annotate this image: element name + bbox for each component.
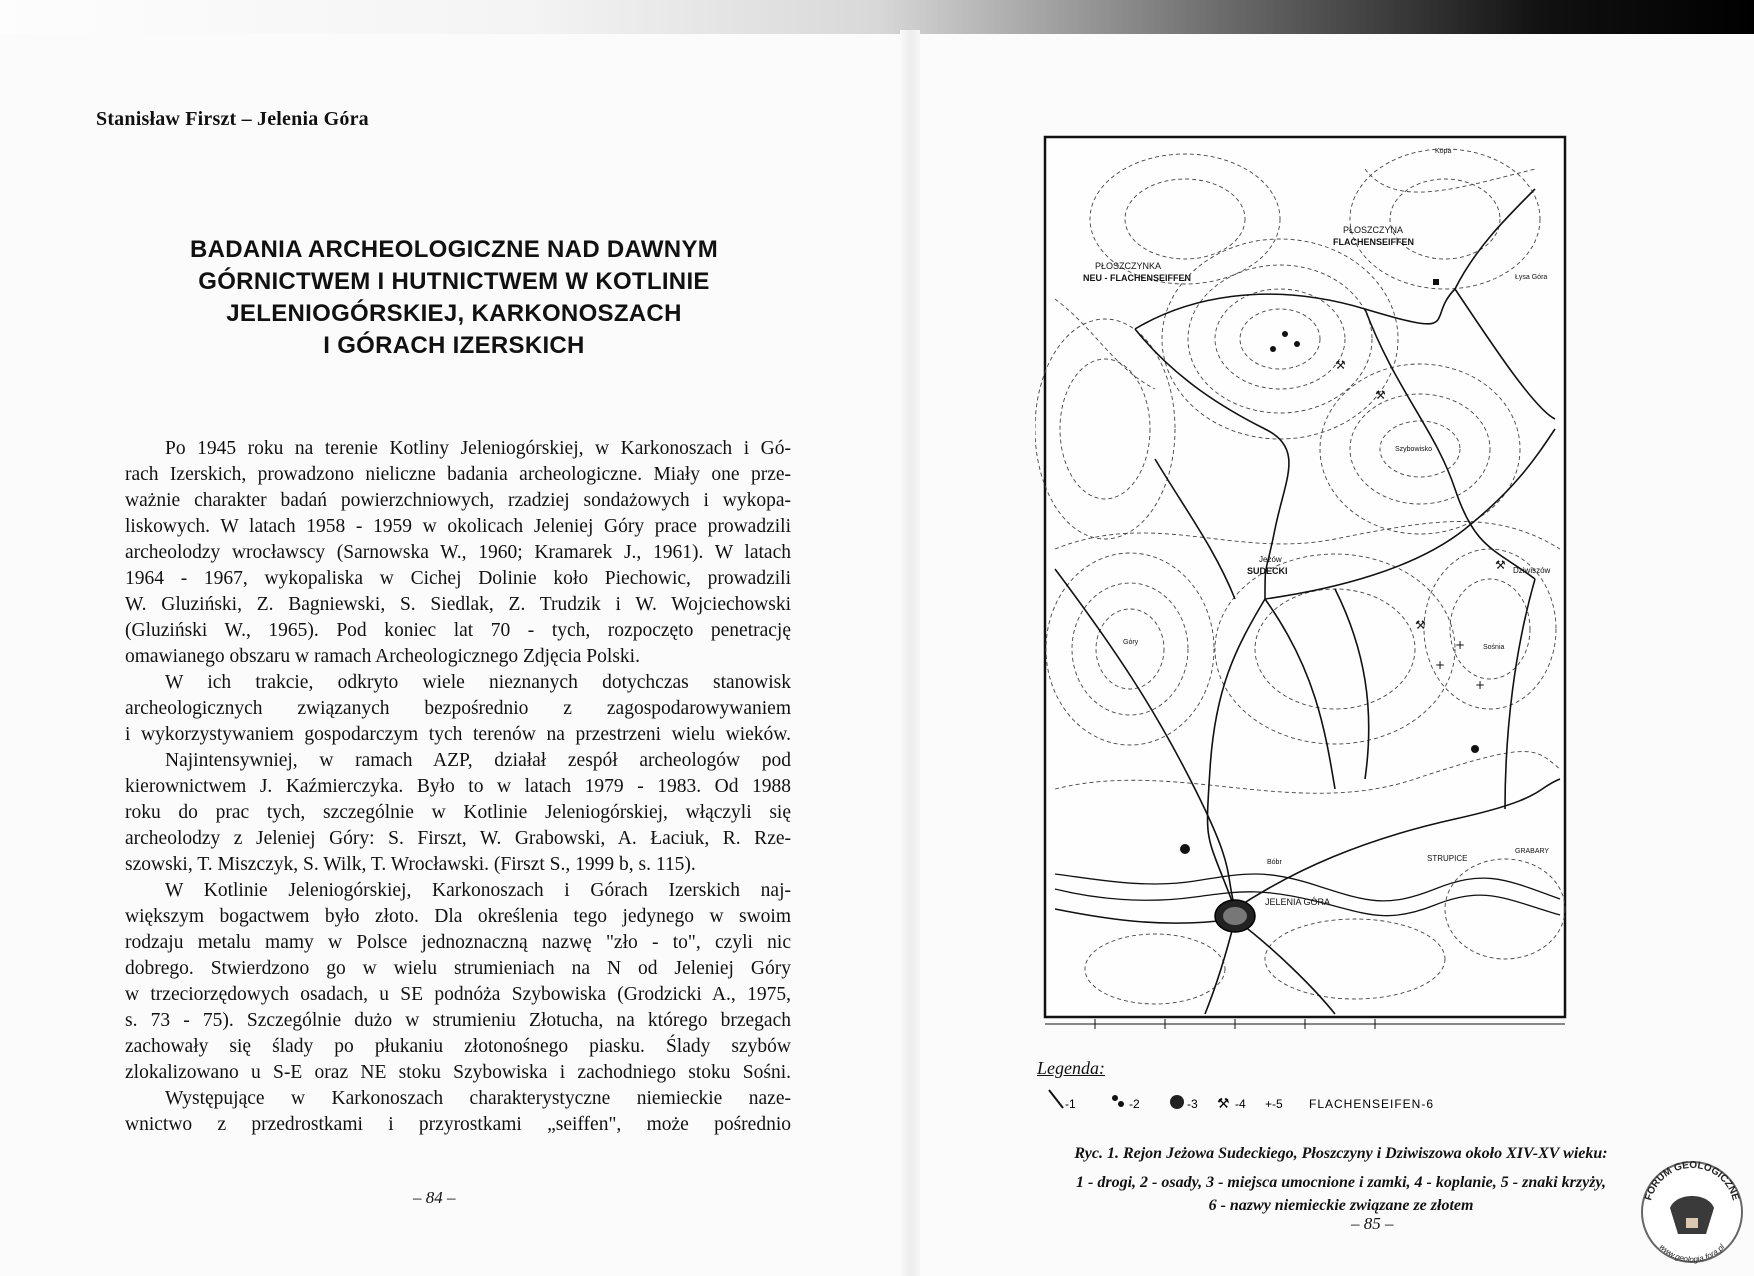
map-label: GRABARY: [1515, 848, 1550, 855]
map-label: PŁOSZCZYNKA: [1095, 261, 1162, 271]
legend-symbols: [1037, 1084, 1577, 1118]
title-line: BADANIA ARCHEOLOGICZNE NAD DAWNYM: [189, 236, 719, 263]
caption-line: 6 - nazwy niemieckie związane ze złotem: [1208, 1197, 1474, 1214]
legend-title: Legenda:: [1037, 1058, 1105, 1078]
svg-text:⚒: ⚒: [1415, 618, 1426, 632]
body-line: W Kotlinie Jeleniogórskiej, Karkonoszach i Górach Izerskich naj-: [165, 880, 791, 901]
body-line: dobrego. Stwierdzono go w wielu strumieniach na N od Jeleniej Góry: [125, 958, 791, 979]
legend-item-4: -4: [1235, 1097, 1246, 1111]
svg-text:⚒: ⚒: [1495, 558, 1506, 572]
town-jelenia-gora: [1215, 900, 1255, 932]
svg-text:⚒: ⚒: [1335, 358, 1346, 372]
body-line: w trzeciorzędowych osadach, u SE podnóża Szybowiska (Grodzicki A., 1975,: [125, 984, 791, 1005]
map-label: Kopa: [1435, 148, 1452, 155]
page-number-left: – 84 –: [413, 1188, 456, 1207]
map-label: Jeżów: [1259, 555, 1282, 564]
caption-line: 1 - drogi, 2 - osady, 3 - miejsca umocnione i zamki, 4 - koplanie, 5 - znaki krzyży,: [1076, 1174, 1606, 1191]
map-label: Szybowisko: [1395, 446, 1432, 453]
body-line: (Gluziński W., 1965). Pod koniec lat 70 - tych, rozpoczęto penetrację: [125, 620, 791, 641]
map-label: PŁOSZCZYNA: [1343, 225, 1404, 235]
svg-text:+: +: [1435, 658, 1446, 672]
figure-caption: [1041, 1142, 1641, 1217]
scan-shadow-bar: [0, 0, 1754, 34]
map-label: Sośnia: [1483, 644, 1505, 651]
legend-item-3: -3: [1187, 1097, 1198, 1111]
body-line: zlokalizowano u S-E oraz NE stoku Szybowiska i zachodniego stoku Sośni.: [125, 1062, 791, 1083]
stamp-top-text: FORUM GEOLOGICZNE: [1643, 1159, 1741, 1202]
body-line: W ich trakcie, odkryto wiele nieznanych dotychczas stanowisk: [165, 672, 791, 693]
map-label: FLACHENSEIFFEN: [1333, 237, 1414, 247]
legend-item-5: +-5: [1265, 1097, 1283, 1111]
body-line: szowski, T. Miszczyk, S. Wilk, T. Wrocławski. (Firszt S., 1999 b, s. 115).: [125, 854, 696, 875]
map-label: Góry: [1123, 639, 1139, 646]
mining-icon: ⚒: [1217, 1096, 1230, 1112]
body-line: ważnie charakter badań powierzchniowych, rzadziej sondażowych i wykopa-: [125, 490, 791, 511]
body-line: Po 1945 roku na terenie Kotliny Jeleniogórskiej, w Karkonoszach i Gó-: [165, 438, 791, 459]
body-line: s. 73 - 75). Szczególnie dużo w strumieniu Złotucha, na którego brzegach: [125, 1010, 791, 1031]
map-label: Bóbr: [1267, 859, 1282, 866]
body-line: roku do prac tych, szczególnie w Kotlinie Jeleniogórskiej, włączyli się: [125, 802, 791, 823]
forum-geologiczne-stamp: [1636, 1148, 1748, 1270]
map-label: JELENIA GÓRA: [1265, 897, 1331, 907]
body-line: i wykorzystywaniem gospodarczym tych terenów na przestrzeni wielu wieków.: [125, 724, 791, 745]
body-line: archeolodzy wrocławscy (Sarnowska W., 1960; Kramarek J., 1961). W latach: [125, 542, 791, 563]
svg-text:⚒: ⚒: [1375, 388, 1386, 402]
title-line: GÓRNICTWEM I HUTNICTWEM W KOTLINIE: [198, 268, 710, 295]
caption-line: Ryc. 1. Rejon Jeżowa Sudeckiego, Płoszczyny i Dziwiszowa około XIV-XV wieku:: [1074, 1145, 1608, 1162]
legend-item-2: -2: [1129, 1097, 1140, 1111]
body-line: 1964 - 1967, wykopaliska w Cichej Dolinie koło Piechowic, prowadzili: [125, 568, 791, 589]
right-page: [915, 34, 1754, 1276]
body-line: kierownictwem J. Kaźmierczyka. Było to w latach 1979 - 1983. Od 1988: [125, 776, 791, 797]
body-line: Występujące w Karkonoszach charakterystyczne niemieckie naze-: [165, 1088, 791, 1109]
body-line: rodzaju metalu mamy w Polsce jednoznaczną nazwę "zło - to", czyli nic: [125, 932, 791, 953]
title-line: JELENIOGÓRSKIEJ, KARKONOSZACH: [226, 300, 682, 327]
author-line: Stanisław Firszt – Jelenia Góra: [96, 108, 369, 130]
title-line: I GÓRACH IZERSKICH: [323, 332, 585, 359]
historical-map: [1035, 129, 1577, 1047]
body-line: archeologicznych związanych bezpośrednio z zagospodarowywaniem: [125, 698, 791, 719]
body-line: rach Izerskich, prowadzono nieliczne badania archeologiczne. Miały one prze-: [125, 464, 791, 485]
svg-text:+: +: [1455, 638, 1466, 652]
body-line: omawianego obszaru w ramach Archeologicznego Zdjęcia Polski.: [125, 646, 640, 667]
body-line: Najintensywniej, w ramach AZP, działał zespół archeologów pod: [165, 750, 791, 771]
body-line: wnictwo z przedrostkami i przyrostkami „seiffen", może pośrednio: [125, 1114, 791, 1135]
article-title: [120, 234, 788, 362]
map-scale: [1045, 1019, 1565, 1029]
page-number-right: – 85 –: [1351, 1214, 1394, 1233]
map-label: STRUPICE: [1427, 854, 1468, 863]
legend-item-6: FLACHENSEIFEN-6: [1309, 1097, 1435, 1111]
body-line: liskowych. W latach 1958 - 1959 w okolicach Jeleniej Góry prace prowadzili: [125, 516, 791, 537]
body-line: W. Gluziński, Z. Bagniewski, S. Siedlak, Z. Trudzik i W. Wojciechowski: [125, 594, 791, 615]
map-label: Dziwiszów: [1513, 566, 1551, 575]
left-page: [0, 34, 905, 1276]
map-label: Łysa Góra: [1515, 274, 1548, 281]
svg-text:+: +: [1475, 678, 1486, 692]
article-body: [125, 436, 791, 1138]
body-line: zachowały się ślady po płukaniu złotonośnego piasku. Ślady szybów: [125, 1036, 791, 1057]
map-legend: [1037, 1058, 1577, 1118]
stamp-bottom-text: www.geologia.fora.pl: [1657, 1242, 1727, 1265]
map-label: SUDECKI: [1247, 566, 1288, 576]
body-line: archeolodzy z Jeleniej Góry: S. Firszt, W. Grabowski, A. Łaciuk, R. Rze-: [125, 828, 791, 849]
body-line: większym bogactwem było złoto. Dla określenia tego jedynego w swoim: [125, 906, 791, 927]
map-label: NEU - FLACHENSEIFFEN: [1083, 273, 1191, 283]
legend-item-1: -1: [1065, 1097, 1076, 1111]
map-figure: [1035, 129, 1577, 1047]
stamp-logo: [1636, 1148, 1748, 1270]
